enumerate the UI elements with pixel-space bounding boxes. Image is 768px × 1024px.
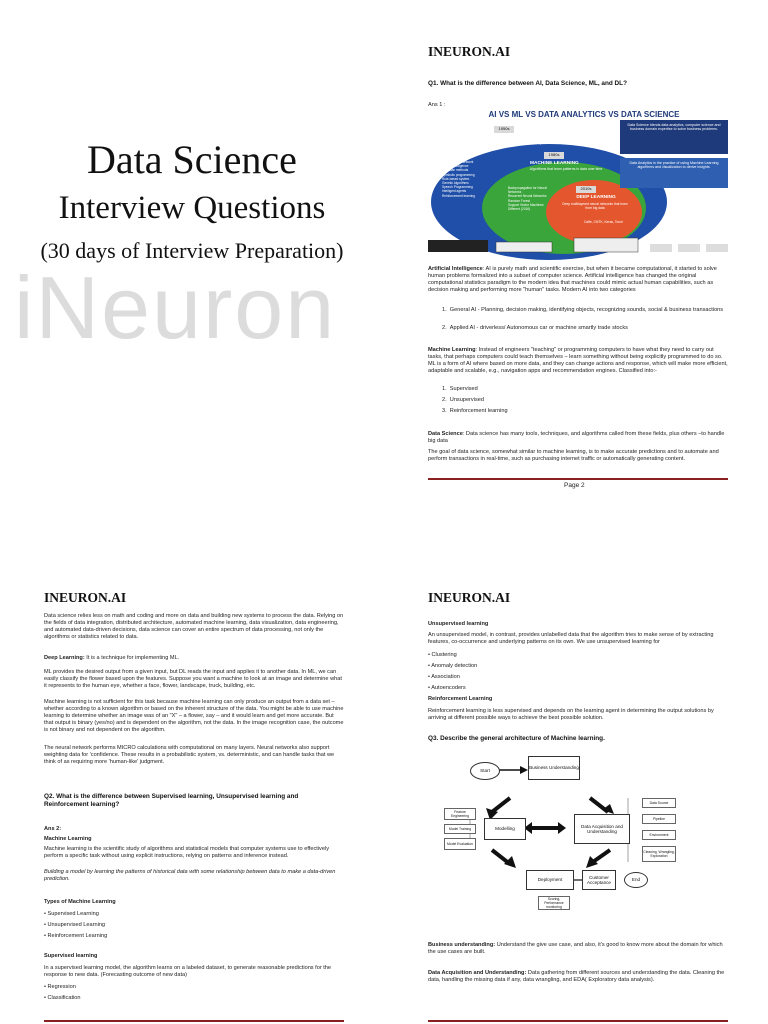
ai-list-item: Reinforcement learning: [442, 193, 475, 198]
ml-item-3: 3. Reinforcement learning: [442, 408, 508, 414]
ds-paragraph: [428, 431, 728, 445]
ml-definition: Machine learning is the scientific study of algorithms and statistical models that computer systems use to effectively perform a specific task without using explicit instructions, relying on patterns and inference instead.: [44, 846, 329, 859]
question-3: Q3. Describe the general architecture of Machine learning.: [428, 735, 605, 742]
ds-note: Data Science blends data analytics, computer science and business domain expertise to solve business problems.: [627, 123, 721, 132]
ml-term: Machine Learning: [428, 347, 476, 353]
page-header: INEURON.AI: [428, 44, 511, 59]
business-understanding-paragraph: [428, 942, 728, 956]
answer-label: Ans 1 :: [428, 102, 446, 108]
cover-page: [0, 0, 384, 512]
business-understanding-node: Business Understanding: [528, 756, 580, 780]
rl-heading: Reinforcement Learning: [428, 696, 493, 702]
feature-engineering-box: Feature Engineering: [444, 808, 476, 820]
start-node: Start: [470, 762, 500, 780]
ai-label: ARTIFICIAL INTELLIGENCE: [484, 135, 550, 141]
ai-sub: Programs that can sense, reason, act and adapt: [468, 141, 543, 145]
ml-architecture-flowchart: [440, 750, 700, 930]
question-1: Q1. What is the difference between AI, Data Science, ML, and DL?: [428, 80, 627, 87]
ml-item-text: Supervised: [449, 386, 478, 392]
dl-text: It is a technique for implementing ML.: [84, 655, 180, 661]
ai-item-1: 1. General AI - Planning, decision making, identifying objects, recognizing sounds, social & business transactions: [442, 307, 724, 313]
ai-item-text: Applied AI - driverless/ Autonomous car or machine smartly trade stocks: [449, 325, 628, 331]
dl-sub: Deep multilayered neural networks that learn from big data: [562, 202, 628, 210]
supervised-item: • Classification: [44, 995, 81, 1001]
ml-paragraph: [428, 347, 728, 375]
page-header: INEURON.AI: [44, 590, 127, 605]
model-evaluation-box: Model Evaluation: [444, 838, 476, 850]
ai-item-2: 2. Applied AI - driverless/ Autonomous car or machine smartly trade stocks: [442, 325, 628, 331]
ai-year: 1950s: [498, 126, 510, 131]
cleaning-box: Cleaning, Wrangling, Exploration: [642, 846, 676, 862]
type-item: • Reinforcement Learning: [44, 933, 108, 939]
footer-line: [428, 1020, 728, 1022]
page-2: [384, 0, 768, 512]
ml-limitation-paragraph: Machine learning is not sufficient for this task because machine learning can only produce an output from a data set – whether according to a known algorithm or based on the inherent structure of the data. You might be able to use machine learning to determine whether an image was of an "X" – a flower, say – and it would learn and get more accurate. But that output is binary (yes/no) and is dependent on the algorithm, not the data. In the image recognition case, the outcome is not binary and not dependent on the algorithm.: [44, 699, 344, 733]
ai-paragraph: [428, 266, 728, 294]
model-training-box: Model Training: [444, 824, 476, 834]
environment-box: Environment: [642, 830, 676, 840]
pipeline-box: Pipeline: [642, 814, 676, 824]
ai-list-item: Bayesian methods: [442, 168, 469, 173]
customer-acceptance-node: Customer Acceptance: [582, 870, 616, 890]
ds-text: : Data science has many tools, techniques, and algorithms called from these fields, plus others –to handle big data: [428, 431, 725, 444]
supervised-item: • Regression: [44, 984, 76, 990]
deployment-node: Deployment: [526, 870, 574, 890]
end-node: End: [624, 872, 648, 888]
ds-goal-paragraph: The goal of data science, somewhat similar to machine learning, is to make accurate predictions and to automate and perform transactions in real-time, such as purchasing internet traffic or automatically generating content.: [428, 449, 719, 462]
ml-vs-dl-paragraph: ML provides the desired output from a given input, but DL reads the input and applies it to another data. In ML, we can easily classify the flower based upon the features. Suppose you want a machine to look at an image and determine what it represents to the human eye, whether a face, flower, landscape, truck, building, etc.: [44, 669, 342, 689]
ai-text: : AI is purely math and scientific exercise, but when it became computational, it started to solve human problems formalized into a subset of computer science. Artificial intelligence has changed the original computational statistics paradigm to the modern idea that machines could mimic actual human capabilities, such as decision making and performing more "human" tasks. Modern AI into two categories: [428, 266, 717, 293]
ml-list-item: Support Vector Machines: [508, 202, 544, 207]
ml-list-item: Recurrent Neural Networks: [508, 194, 547, 199]
footer-line: [428, 478, 728, 480]
cover-title-line3: (30 days of Interview Preparation): [40, 238, 344, 263]
ai-list: [442, 160, 502, 198]
ml-list-item: Random Forest: [508, 198, 530, 203]
supervised-heading: Supervised learning: [44, 953, 98, 959]
question-2: Q2. What is the difference between Supervised learning, Unsupervised learning and Reinforcement learning?: [44, 793, 299, 808]
neural-network-paragraph: The neural network performs MICRO calculations with computational on many layers. Neural networks also support weighting data for 'confidence. These results in a probabilistic system, vs. deterministic, and can handle tasks that we think of as requiring more 'human-like' judgment.: [44, 745, 335, 765]
ai-list-item: Symbolic programming: [442, 172, 475, 177]
ml-text: : Instead of engineers "teaching" or programming computers to have what they need to carry out tasks, that perhaps computers could teach themselves – learn something without being explicitly programmed to do so. ML is a form of AI where based on more data, and they can change actions and response, which will make more efficient, adaptable and scalable, e.g., navigation apps and recommendation engines. Classified into:-: [428, 347, 728, 374]
page-number: Page 2: [564, 482, 585, 489]
unsupervised-paragraph: An unsupervised model, in contrast, provides unlabelled data that the algorithm tries to make sense of by extracting features, co-occurrence and underlying patterns on its own. We use unsupervised learning for: [428, 632, 714, 645]
unsupervised-item: • Clustering: [428, 652, 457, 658]
type-item: • Supervised Learning: [44, 911, 99, 917]
ml-item-text: Unsupervised: [449, 397, 484, 403]
dl-term: Deep Learning:: [44, 655, 85, 661]
ml-list: [508, 186, 558, 211]
ai-list-item: Speech Programming: [442, 185, 473, 190]
unsupervised-item: • Anomaly detection: [428, 663, 478, 669]
dl-year: 2010s: [580, 186, 592, 191]
ds-paragraph: Data science relies less on math and coding and more on data and building new systems to process the data. Relying on the fields of data integration, distributed architecture, automated machine learning, data visualization, data engineering, and automated data-driven decisions, data science can cover an entire spectrum of data processing, not only the algorithms or statistics related to data.: [44, 613, 344, 640]
scoring-box: Scoring, Performance monitoring: [538, 896, 570, 910]
cover-title-line1: Data Science: [87, 137, 297, 182]
ai-list-item: Rule-based system: [442, 176, 470, 181]
ml-item-1: 1. Supervised: [442, 386, 478, 392]
ai-ml-dl-diagram: [424, 110, 734, 260]
unsupervised-item: • Autoencoders: [428, 685, 466, 691]
rl-paragraph: Reinforcement learning is less supervised and depends on the learning agent in determining the output solutions by arriving at different possible ways to achieve the best possible solution.: [428, 708, 714, 721]
ml-heading: Machine Learning: [44, 836, 92, 842]
data-acquisition-paragraph: [428, 970, 728, 984]
bu-text: Understand the give use case, and also, it's good to know more about the domain for which the use cases are built.: [428, 942, 723, 955]
dl-paragraph: [44, 655, 344, 662]
ai-list-item: Neural Intelligence: [442, 164, 469, 169]
ai-item-text: General AI - Planning, decision making, identifying objects, recognizing sounds, social & business transactions: [449, 307, 724, 313]
page-4: [384, 512, 768, 1024]
ml-year: 1980s: [548, 152, 560, 157]
dl-list: [584, 220, 624, 224]
page-header: INEURON.AI: [428, 590, 511, 605]
ds-term: Data Science: [428, 431, 463, 437]
da-text: Data gathering from different sources and understanding the data. Cleaning the data, handling the missing data if any, data wrangling, and EDA( Exploratory data analysis).: [428, 970, 725, 983]
modelling-node: Modelling: [484, 818, 526, 840]
footer-line: [44, 1020, 344, 1022]
data-acquisition-node: Data Acquisition and Understanding: [574, 814, 630, 844]
ai-list-item: Fuzzy Neural Network: [442, 160, 474, 164]
ai-term: Artificial Intelligence: [428, 266, 483, 272]
dl-list-item: Caffe, CNTK, Keras, Torch: [584, 220, 623, 224]
ml-label: MACHINE LEARNING: [530, 161, 579, 166]
bu-term: Business understanding:: [428, 942, 496, 948]
da-term: Data Acquisition and Understanding:: [428, 970, 527, 976]
ai-list-item: Genetic Algorithms: [442, 181, 469, 186]
diagram-title: AI VS ML VS DATA ANALYTICS VS DATA SCIENCE: [488, 110, 680, 119]
type-item: • Unsupervised Learning: [44, 922, 106, 928]
types-heading: Types of Machine Learning: [44, 899, 116, 905]
ai-list-item: Intelligent agents: [442, 189, 467, 194]
data-source-box: Data Source: [642, 798, 676, 808]
da-note: Data Analytics is the practice of using Machine Learning algorithms and visualization to derive insights.: [629, 161, 719, 170]
supervised-paragraph: In a supervised learning model, the algorithm learns on a labeled dataset, to generate reasonable predictions for the response to new data. (Forecasting outcome of new data): [44, 965, 332, 978]
dl-label: DEEP LEARNING: [576, 195, 616, 200]
ml-list-item: Different (2016): [508, 207, 531, 212]
ml-item-text: Reinforcement learning: [449, 408, 508, 414]
cover-title-line2: Interview Questions: [58, 190, 326, 226]
ml-sub: Algorithms that learn patterns in data over time: [529, 167, 603, 171]
ineuron-logo: iNeuron: [14, 258, 337, 357]
unsupervised-item: • Association: [428, 674, 460, 680]
ml-item-2: 2. Unsupervised: [442, 397, 484, 403]
answer-label: Ans 2:: [44, 826, 62, 832]
unsupervised-heading: Unsupervised learning: [428, 621, 489, 627]
ml-italic-note: Building a model by learning the patterns of historical data with some relationship between data to make a data-driven prediction.: [44, 869, 336, 882]
ml-list-item: Backpropagation for Neural Networks: [508, 186, 547, 195]
page-3: [0, 512, 384, 1024]
